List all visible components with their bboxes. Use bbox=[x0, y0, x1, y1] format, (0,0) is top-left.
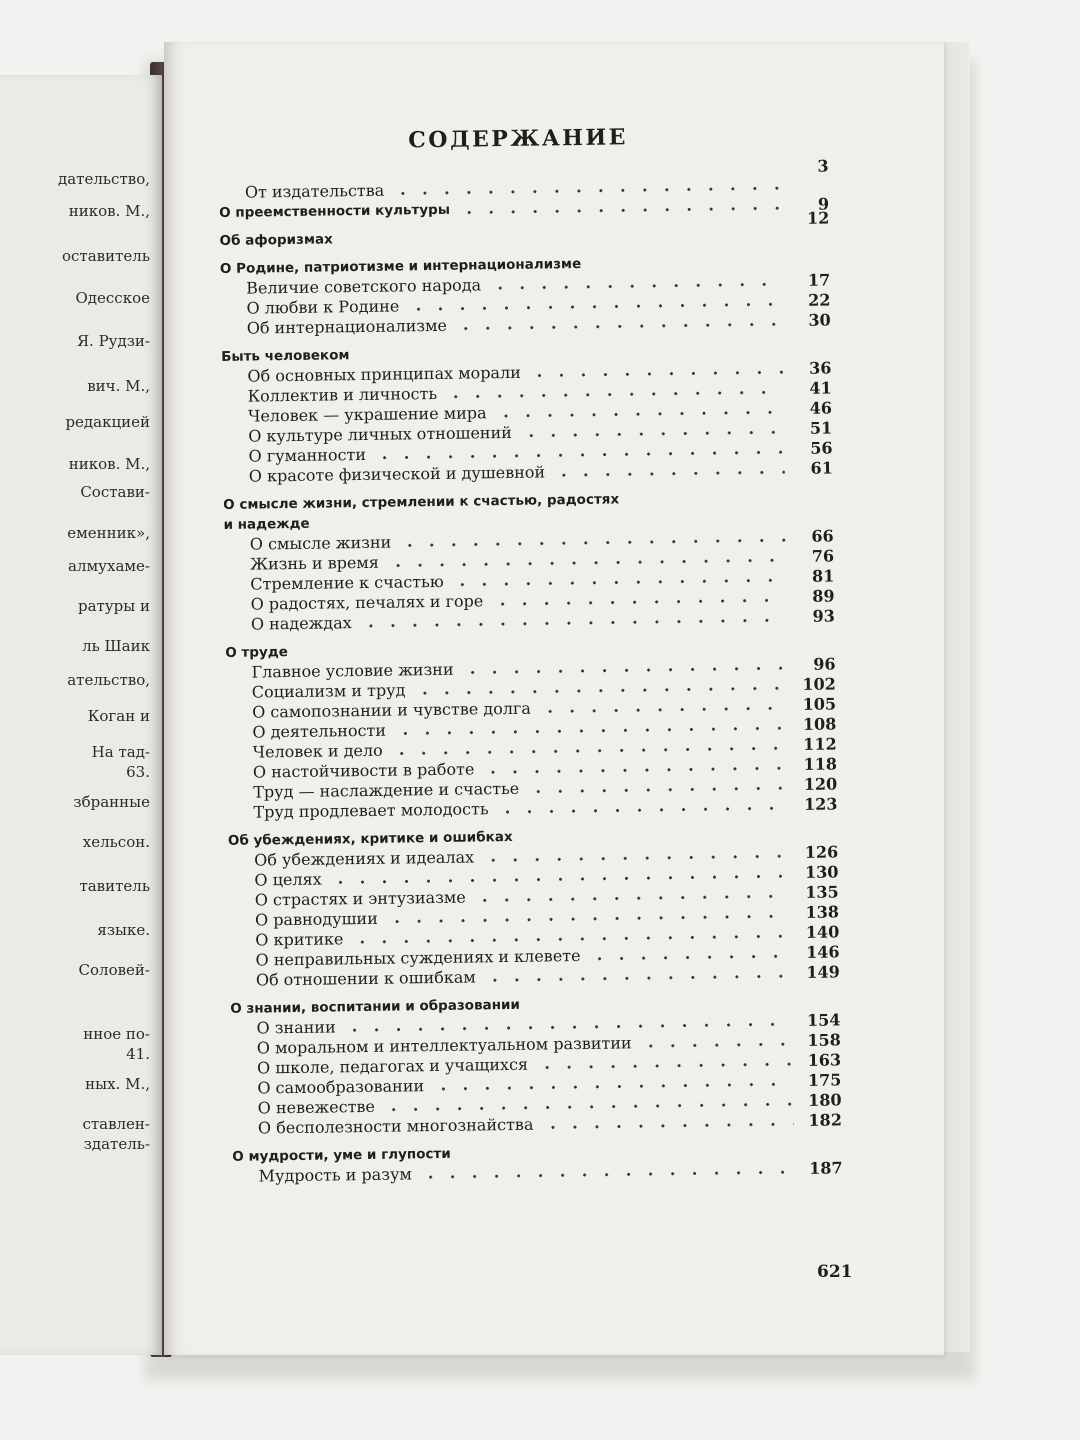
toc-entry: Об интернационализме 30 bbox=[246, 310, 831, 338]
toc-entry: О смысле жизни 66 bbox=[249, 526, 834, 554]
toc-entry: О надеждах 93 bbox=[250, 606, 835, 634]
left-page-line: 63. bbox=[126, 763, 150, 781]
toc-entry: О невежестве 180 bbox=[257, 1090, 842, 1118]
left-page-line: ставлен- bbox=[82, 1115, 150, 1133]
left-page-line: еменник», bbox=[67, 524, 150, 542]
toc-entry: О школе, педагогах и учащихся 163 bbox=[256, 1050, 842, 1078]
toc-entry: Мудрость и разум 187 bbox=[258, 1158, 843, 1186]
left-page-line: нное по- bbox=[83, 1025, 150, 1043]
toc-entry: Об убеждениях и идеалах 126 bbox=[254, 842, 839, 870]
toc-entry: О бесполезности многознайства 182 bbox=[257, 1110, 843, 1138]
toc-entry: О деятельности 108 bbox=[252, 714, 837, 742]
toc-entry: Величие советского народа 17 bbox=[246, 270, 831, 298]
toc-entry: О самопознании и чувстве долга 105 bbox=[251, 694, 837, 722]
toc-section-heading: Быть человеком bbox=[221, 347, 350, 365]
left-page-line: ательство, bbox=[67, 671, 150, 689]
left-page-line: ников. М., bbox=[68, 202, 150, 220]
table-of-contents bbox=[218, 121, 843, 1185]
left-page-line: алмухаме- bbox=[68, 557, 150, 575]
toc-entry: О критике 140 bbox=[255, 922, 840, 950]
toc-entry: Об отношении к ошибкам 149 bbox=[255, 962, 840, 990]
toc-entry: Социализм и труд 102 bbox=[251, 674, 836, 702]
left-page-line: Состави- bbox=[80, 483, 150, 501]
toc-entry: Главное условие жизни 96 bbox=[251, 654, 836, 682]
left-page-line: збранные bbox=[73, 793, 150, 811]
toc-section-heading: О Родине, патриотизме и интернационализме bbox=[219, 255, 582, 277]
left-page-line: здатель- bbox=[83, 1135, 150, 1153]
left-page-line: Одесское bbox=[75, 289, 150, 307]
toc-entry: Коллектив и личность 41 bbox=[247, 378, 832, 406]
toc-entry: О равнодушии 138 bbox=[254, 902, 840, 930]
toc-entry: О самообразовании 175 bbox=[257, 1070, 842, 1098]
toc-entry: Об основных принципах морали 36 bbox=[247, 358, 832, 386]
left-page-line: На тад- bbox=[91, 743, 150, 761]
toc-entry: Об афоризмах 12 bbox=[219, 208, 830, 249]
left-page-line: тавитель bbox=[79, 877, 150, 895]
toc-entry: Труд продлевает молодость 123 bbox=[253, 794, 838, 822]
left-page-line: ников. М., bbox=[68, 455, 150, 473]
left-page-line: Соловей- bbox=[78, 961, 150, 979]
toc-entry: О целях 130 bbox=[254, 862, 839, 890]
left-page-line: 41. bbox=[126, 1045, 150, 1063]
left-page-line: редакцией bbox=[65, 413, 150, 431]
toc-entry: О культуре личных отношений 51 bbox=[248, 418, 833, 446]
left-page-line: оставитель bbox=[62, 247, 150, 265]
toc-entry: О любви к Родине 22 bbox=[246, 290, 831, 318]
left-page-line: хельсон. bbox=[82, 833, 150, 851]
toc-section-heading: О труде bbox=[225, 644, 288, 661]
toc-section-heading: О смысле жизни, стремлении к счастью, радостях bbox=[223, 491, 620, 513]
toc-section-heading: О мудрости, уме и глупости bbox=[232, 1145, 451, 1165]
toc-section-heading: Об убеждениях, критике и ошибках bbox=[227, 828, 513, 849]
page-number: 621 bbox=[817, 1262, 853, 1282]
toc-entry: Труд — наслаждение и счастье 120 bbox=[253, 774, 838, 802]
left-page-line: дательство, bbox=[58, 170, 150, 188]
toc-entry: О моральном и интеллектуальном развитии 158 bbox=[256, 1030, 841, 1058]
left-page bbox=[0, 75, 162, 1355]
toc-entry: Жизнь и время 76 bbox=[249, 546, 835, 574]
toc-entry: О знании 154 bbox=[256, 1010, 841, 1038]
toc-entry: О страстях и энтузиазме 135 bbox=[254, 882, 839, 910]
left-page-line: Коган и bbox=[87, 707, 150, 725]
left-page-line: ль Шаик bbox=[82, 637, 150, 655]
toc-entry: О радостях, печалях и горе 89 bbox=[250, 586, 835, 614]
toc-entry: Человек — украшение мира 46 bbox=[247, 398, 833, 426]
left-page-line: языке. bbox=[97, 921, 150, 939]
toc-title: СОДЕРЖАНИЕ bbox=[408, 124, 629, 154]
toc-entry: О преемственности культуры 9 bbox=[219, 194, 830, 221]
left-page-line: Я. Рудзи- bbox=[76, 332, 150, 350]
page-stack-edge bbox=[940, 42, 970, 1352]
toc-section-heading: и надежде bbox=[223, 515, 310, 533]
toc-entry: О неправильных суждениях и клевете 146 bbox=[255, 942, 840, 970]
left-page-line: ных. М., bbox=[85, 1075, 150, 1093]
left-page-line: вич. М., bbox=[87, 377, 150, 395]
toc-entry: О красоте физической и душевной 61 bbox=[248, 458, 833, 486]
toc-entry: Стремление к счастью 81 bbox=[250, 566, 835, 594]
toc-entry: От издательства 3 bbox=[244, 156, 829, 202]
toc-entry: О настойчивости в работе 118 bbox=[252, 754, 838, 782]
toc-section-heading: О знании, воспитании и образовании bbox=[230, 996, 521, 1017]
toc-entry: Человек и дело 112 bbox=[252, 734, 837, 762]
toc-entry: О гуманности 56 bbox=[248, 438, 833, 466]
left-page-line: ратуры и bbox=[78, 597, 150, 615]
